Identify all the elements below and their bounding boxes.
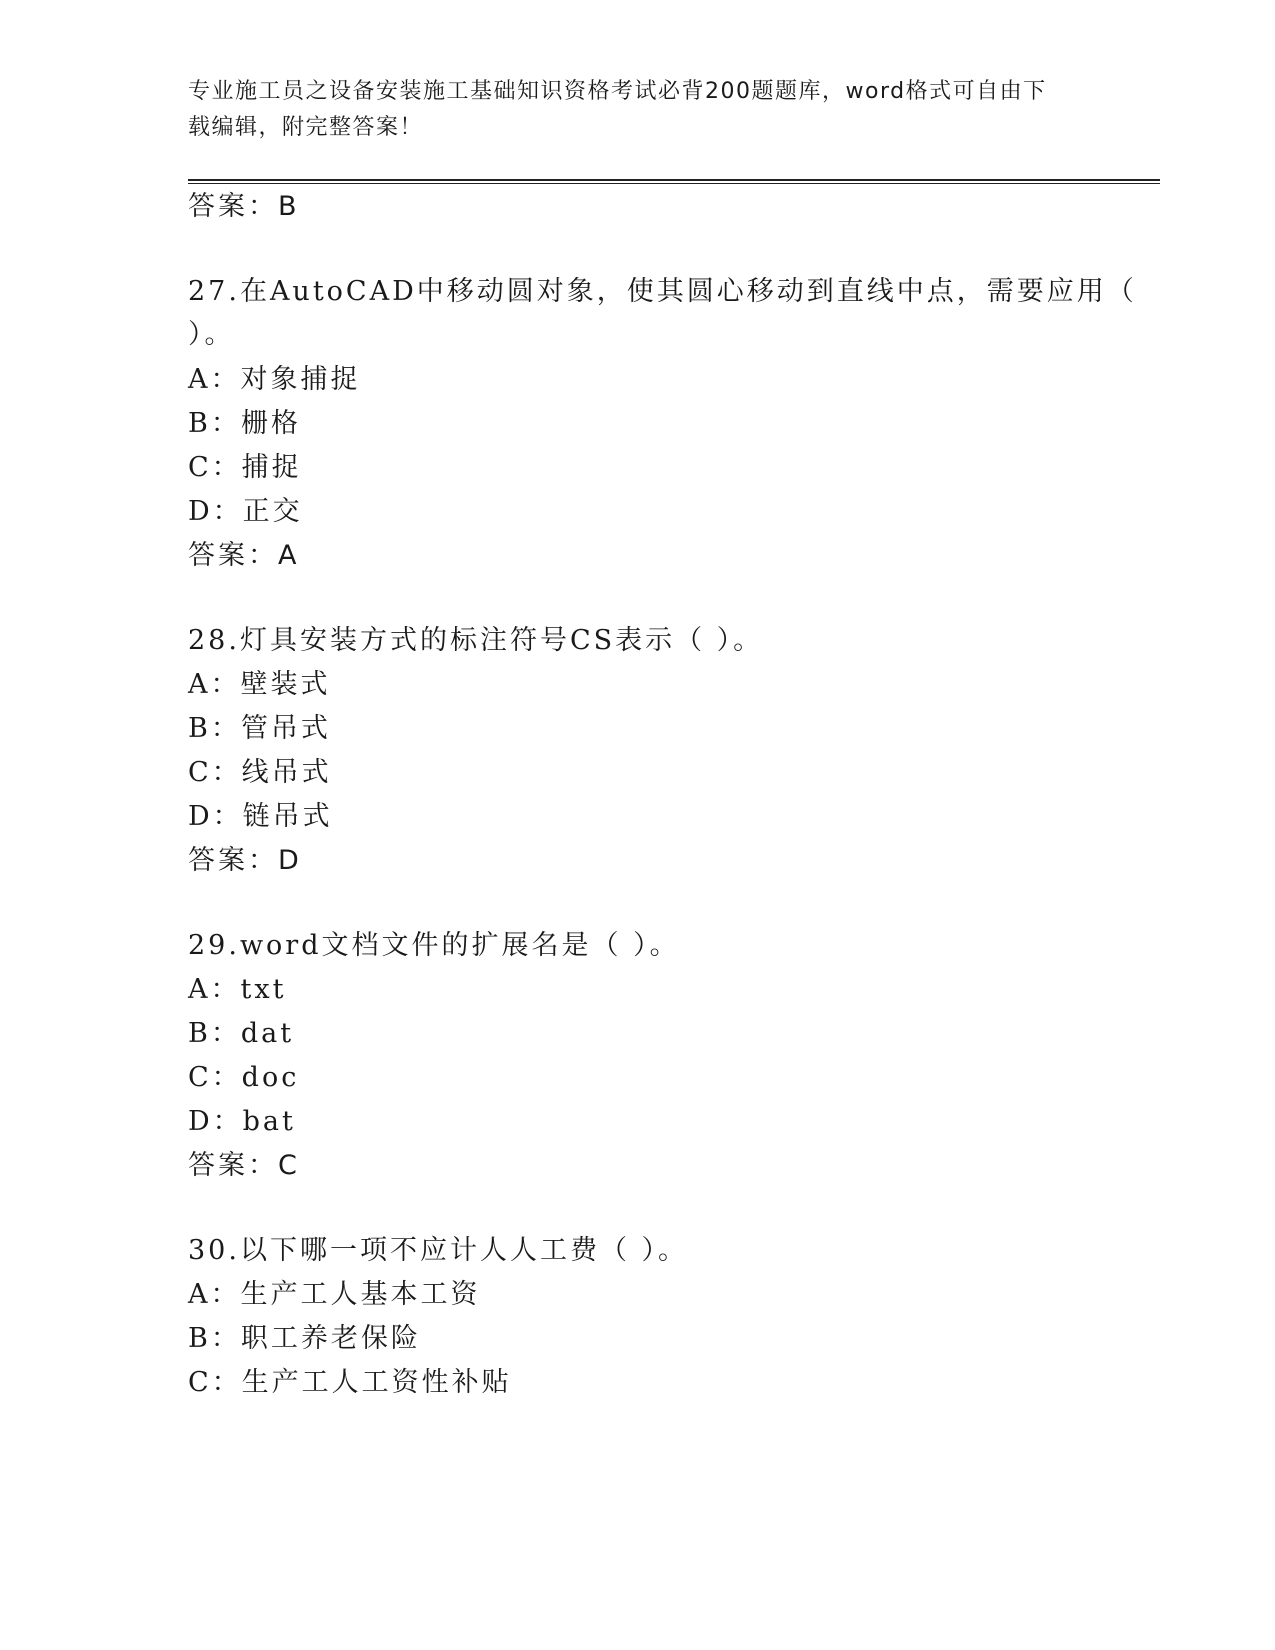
question-stem: 28.灯具安装方式的标注符号CS表示（ ）。	[188, 625, 764, 656]
option-c: C：doc	[188, 1062, 300, 1093]
option-d: D：链吊式	[188, 801, 333, 832]
question-stem: 29.word文档文件的扩展名是（ ）。	[188, 930, 680, 961]
answer-line: 答案：C	[188, 1150, 300, 1181]
option-a: A：生产工人基本工资	[188, 1279, 481, 1310]
answer-line: 答案：A	[188, 540, 300, 571]
option-a: A：对象捕捉	[188, 364, 361, 395]
option-d: D：正交	[188, 496, 303, 527]
option-b: B：职工养老保险	[188, 1323, 421, 1354]
option-a: A：txt	[188, 974, 287, 1005]
question-stem: 30.以下哪一项不应计人人工费（ ）。	[188, 1235, 689, 1266]
page-header-title: 专业施工员之设备安装施工基础知识资格考试必背200题题库，word格式可自由下载编辑，附完整答案！	[188, 79, 1047, 140]
option-c: C：生产工人工资性补贴	[188, 1367, 512, 1398]
option-a: A：壁装式	[188, 669, 331, 700]
question-stem-continued: ）。	[188, 319, 235, 350]
option-c: C：捕捉	[188, 452, 302, 483]
option-b: B：栅格	[188, 408, 301, 439]
question-stem: 27.在AutoCAD中移动圆对象，使其圆心移动到直线中点，需要应用（	[188, 276, 1137, 307]
answer-line: 答案：B	[188, 191, 300, 222]
option-b: B：dat	[188, 1018, 295, 1049]
header-divider	[188, 179, 1160, 184]
option-c: C：线吊式	[188, 757, 332, 788]
answer-line: 答案：D	[188, 845, 302, 876]
option-b: B：管吊式	[188, 713, 331, 744]
option-d: D：bat	[188, 1106, 296, 1137]
